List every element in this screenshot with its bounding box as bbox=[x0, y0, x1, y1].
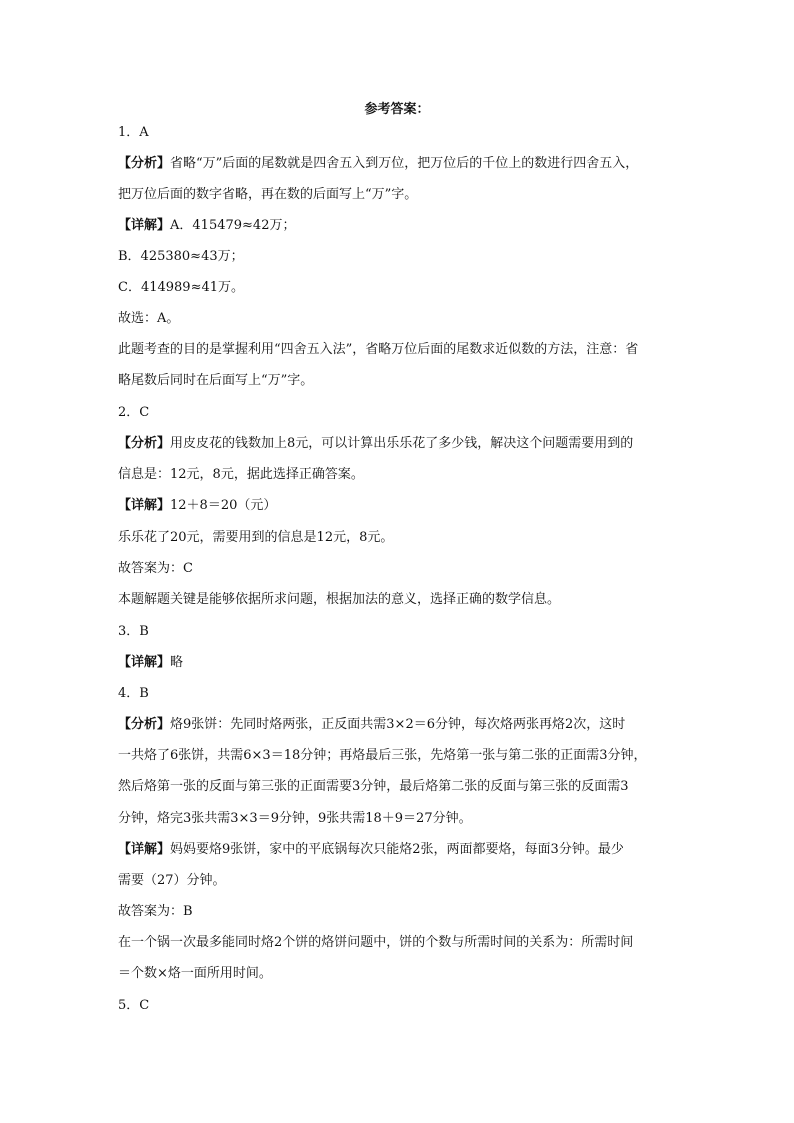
q1-answer: 故选：A。 bbox=[118, 311, 180, 326]
q4-note-line2: ＝个数×烙一面所用时间。 bbox=[118, 966, 272, 981]
q4-detail-line2: 需要（27）分钟。 bbox=[118, 873, 226, 888]
detail-tag: 【详解】 bbox=[118, 842, 171, 857]
q1-analysis-line2: 把万位后面的数字省略，再在数的后面写上“万”字。 bbox=[118, 187, 418, 202]
q2-analysis-line2: 信息是：12元，8元，据此选择正确答案。 bbox=[118, 467, 364, 482]
q2-note: 本题解题关键是能够依据所求问题，根据加法的意义，选择正确的数学信息。 bbox=[118, 592, 561, 607]
q3-detail-line1: 【详解】略 bbox=[118, 655, 184, 670]
q1-note-line1: 此题考查的目的是掌握利用“四舍五入法”，省略万位后面的尾数求近似数的方法，注意：省 bbox=[118, 342, 639, 357]
q3-heading: 3．B bbox=[118, 624, 149, 639]
q2-heading: 2．C bbox=[118, 405, 150, 420]
analysis-tag: 【分析】 bbox=[118, 436, 171, 451]
page-title: 参考答案： bbox=[364, 102, 430, 117]
analysis-tag: 【分析】 bbox=[118, 717, 171, 732]
q2-answer: 故答案为：C bbox=[118, 561, 193, 576]
q1-detail-line2: B．425380≈43万； bbox=[118, 249, 244, 264]
detail-tag: 【详解】 bbox=[118, 498, 171, 513]
q4-detail-line1: 【详解】妈妈要烙9张饼，家中的平底锅每次只能烙2张，两面都要烙，每面3分钟。最少 bbox=[118, 842, 624, 857]
q1-detail-line3: C．414989≈41万。 bbox=[118, 280, 245, 295]
q4-note-line1: 在一个锅一次最多能同时烙2个饼的烙饼问题中，饼的个数与所需时间的关系为：所需时间 bbox=[118, 935, 634, 950]
q5-heading: 5．C bbox=[118, 998, 150, 1013]
q2-detail-line2: 乐乐花了20元，需要用到的信息是12元，8元。 bbox=[118, 530, 394, 545]
analysis-tag: 【分析】 bbox=[118, 156, 171, 171]
detail-tag: 【详解】 bbox=[118, 218, 171, 233]
q4-analysis-line4: 分钟，烙完3张共需3×3＝9分钟，9张共需18＋9＝27分钟。 bbox=[118, 811, 472, 826]
q2-analysis-line1: 【分析】用皮皮花的钱数加上8元，可以计算出乐乐花了多少钱，解决这个问题需要用到的 bbox=[118, 436, 634, 451]
q1-heading: 1．A bbox=[118, 125, 149, 140]
q4-analysis-line1: 【分析】烙9张饼：先同时烙两张，正反面共需3×2＝6分钟，每次烙两张再烙2次，这时 bbox=[118, 717, 626, 732]
q4-answer: 故答案为：B bbox=[118, 904, 193, 919]
q4-heading: 4．B bbox=[118, 686, 149, 701]
detail-tag: 【详解】 bbox=[118, 655, 171, 670]
q2-detail-line1: 【详解】12＋8＝20（元） bbox=[118, 498, 277, 513]
q4-analysis-line2: 一共烙了6张饼，共需6×3＝18分钟；再烙最后三张，先烙第一张与第二张的正面需3分钟， bbox=[118, 748, 647, 763]
q4-analysis-line3: 然后烙第一张的反面与第三张的正面需要3分钟，最后烙第二张的反面与第三张的反面需3 bbox=[118, 779, 629, 794]
q1-note-line2: 略尾数后同时在后面写上“万”字。 bbox=[118, 373, 314, 388]
q1-analysis-line1: 【分析】省略“万”后面的尾数就是四舍五入到万位，把万位后的千位上的数进行四舍五入， bbox=[118, 156, 639, 171]
q1-detail-line1: 【详解】A．415479≈42万； bbox=[118, 218, 296, 233]
